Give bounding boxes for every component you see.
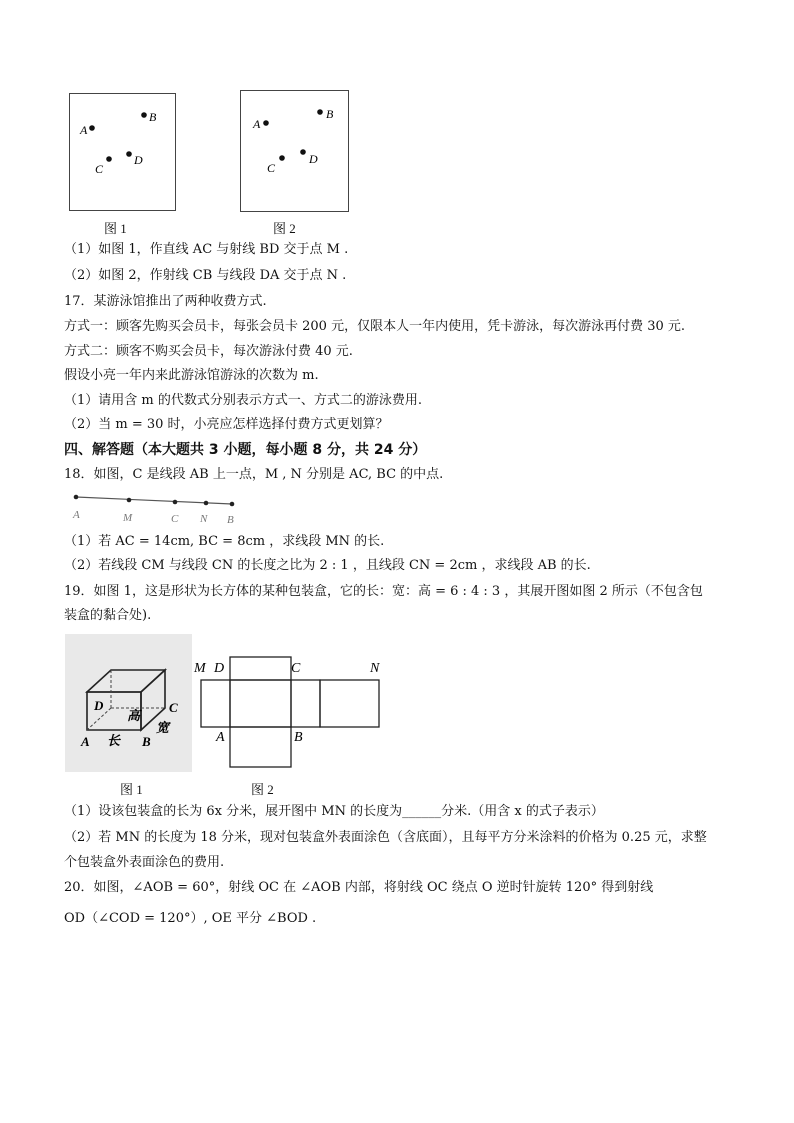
section-4-heading: 四、解答题（本大题共 3 小题，每小题 8 分，共 24 分） <box>64 442 427 458</box>
point-a <box>74 495 79 500</box>
q19-title-line2: 装盒的黏合处). <box>64 608 152 623</box>
label-a: A <box>216 730 225 745</box>
q18-part1: （1）若 AC = 14cm, BC = 8cm ，求线段 MN 的长. <box>64 534 385 549</box>
label-b: B <box>227 514 234 526</box>
q20-line1: 20．如图，∠AOB = 60°，射线 OC 在 ∠AOB 内部，将射线 OC 绕点 O 逆时针旋转 120° 得到射线 <box>64 880 654 895</box>
point-b <box>317 109 323 115</box>
q16-part2: （2）如图 2，作射线 CB 与线段 DA 交于点 N . <box>64 268 347 283</box>
q19-title-line1: 19．如图 1，这是形状为长方体的某种包装盒，它的长：宽：高 = 6 : 4 : 3 ，其展开图如图 2 所示（不包含包 <box>64 584 703 599</box>
q19-part2-line2: 个包装盒外表面涂色的费用. <box>64 855 225 870</box>
net-left-face <box>201 680 230 727</box>
label-c: C <box>169 700 178 715</box>
point-b <box>230 502 235 507</box>
q17-title: 17．某游泳馆推出了两种收费方式. <box>64 294 267 309</box>
label-length: 长 <box>107 733 121 748</box>
q16-part1: （1）如图 1，作直线 AC 与射线 BD 交于点 M . <box>64 242 349 257</box>
label-c: C <box>267 161 276 175</box>
point-a <box>89 125 95 131</box>
net-top-face <box>230 657 291 680</box>
q18-title: 18．如图，C 是线段 AB 上一点，M , N 分别是 AC, BC 的中点. <box>64 467 444 482</box>
q17-part1: （1）请用含 m 的代数式分别表示方式一、方式二的游泳费用. <box>64 393 422 408</box>
q18-segment-figure <box>70 492 245 526</box>
label-d: D <box>134 153 143 167</box>
label-c: C <box>171 513 179 525</box>
label-b: B <box>294 730 303 745</box>
figure-2-points <box>240 90 348 212</box>
q20-line2: OD（∠COD = 120°）, OE 平分 ∠BOD . <box>64 911 317 926</box>
point-d <box>126 151 132 157</box>
net-back-face <box>320 680 379 727</box>
q19-part1: （1）设该包装盒的长为 6x 分米，展开图中 MN 的长度为______分米.（用含 x 的式子表示） <box>64 804 604 819</box>
net-front-face <box>230 680 291 727</box>
point-n <box>204 501 209 506</box>
label-n: N <box>370 661 380 676</box>
figure-1-points <box>69 93 175 211</box>
q17-part2: （2）当 m = 30 时，小亮应怎样选择付费方式更划算？ <box>64 417 389 432</box>
label-n: N <box>200 513 208 525</box>
q17-method2: 方式二：顾客不购买会员卡，每次游泳付费 40 元. <box>64 344 353 359</box>
label-c: C <box>291 661 301 676</box>
q19-figure-2-caption: 图 2 <box>251 782 274 797</box>
label-a: A <box>81 734 90 749</box>
label-a: A <box>80 123 88 137</box>
point-m <box>127 498 132 503</box>
figure-2-caption: 图 2 <box>273 221 296 236</box>
q19-figure-1 <box>65 634 192 772</box>
q19-figure-1-caption: 图 1 <box>120 782 143 797</box>
point-a <box>263 120 269 126</box>
cuboid-drawing <box>65 634 192 772</box>
point-c <box>173 500 178 505</box>
label-m: M <box>123 512 133 524</box>
label-height: 高 <box>127 708 141 723</box>
label-a: A <box>253 117 261 131</box>
q18-part2: （2）若线段 CM 与线段 CN 的长度之比为 2 : 1 ，且线段 CN = 2cm ，求线段 AB 的长. <box>64 558 591 573</box>
label-d: D <box>94 698 104 713</box>
q19-figure-2-net <box>190 655 390 771</box>
point-d <box>300 149 306 155</box>
point-c <box>106 156 112 162</box>
net-right-face <box>291 680 320 727</box>
label-c: C <box>95 162 104 176</box>
q19-part2-line1: （2）若 MN 的长度为 18 分米，现对包装盒外表面涂色（含底面），且每平方分米涂料的价格为 0.25 元，求整 <box>64 830 707 845</box>
label-b: B <box>149 110 157 124</box>
point-c <box>279 155 285 161</box>
figure-1-caption: 图 1 <box>104 221 127 236</box>
q17-assumption: 假设小亮一年内来此游泳馆游泳的次数为 m. <box>64 368 319 383</box>
segment-ab <box>76 497 232 504</box>
label-m: M <box>194 661 206 676</box>
label-d: D <box>214 661 225 676</box>
q17-method1: 方式一：顾客先购买会员卡，每张会员卡 200 元，仅限本人一年内使用，凭卡游泳，每次游泳再付费 30 元. <box>64 319 686 334</box>
label-a: A <box>73 509 80 521</box>
label-b: B <box>142 734 151 749</box>
net-bottom-face <box>230 727 291 767</box>
label-d: D <box>309 152 318 166</box>
label-width: 宽 <box>156 720 170 735</box>
point-b <box>141 112 147 118</box>
label-b: B <box>326 107 334 121</box>
